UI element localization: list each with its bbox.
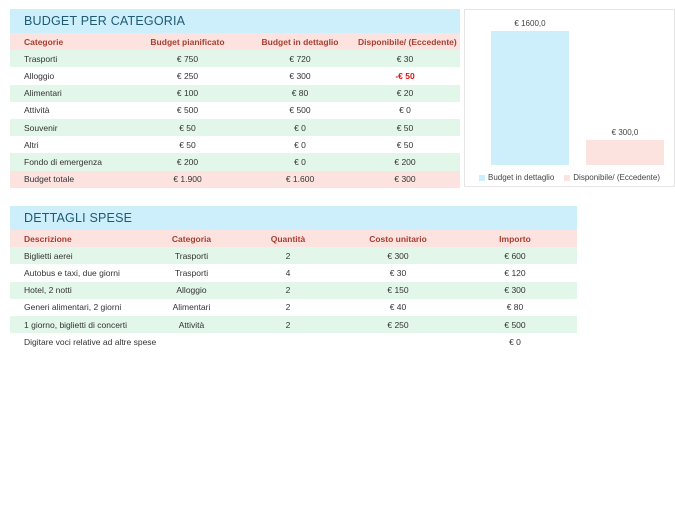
budget-title: BUDGET PER CATEGORIA: [10, 9, 460, 33]
cell-planned[interactable]: € 50: [179, 139, 196, 150]
cell-category[interactable]: Alloggio: [176, 285, 207, 296]
chart-legend: [465, 173, 674, 182]
details-title: DETTAGLI SPESE: [10, 206, 577, 230]
cell-unit-cost[interactable]: € 40: [389, 302, 407, 313]
bar-budget-dettaglio[interactable]: [491, 31, 569, 165]
cell-amount[interactable]: € 120: [504, 267, 526, 278]
details-table: [10, 206, 577, 350]
cell-planned[interactable]: € 200: [176, 156, 199, 167]
table-row[interactable]: [10, 264, 577, 281]
cell-amount[interactable]: € 80: [506, 302, 524, 313]
col-header-disponibile: Disponibile/ (Eccedente): [358, 36, 457, 47]
cell-category[interactable]: Altri: [24, 139, 39, 150]
cell-quantity[interactable]: 2: [285, 285, 291, 296]
table-row[interactable]: [10, 153, 460, 170]
cell-detailed[interactable]: € 0: [294, 139, 306, 150]
budget-chart[interactable]: [464, 9, 675, 187]
budget-header-row: [10, 33, 460, 50]
cell-detailed[interactable]: € 500: [289, 105, 311, 116]
cell-planned[interactable]: € 750: [176, 53, 199, 64]
cell-unit-cost[interactable]: € 300: [387, 250, 409, 261]
cell-unit-cost[interactable]: € 250: [387, 319, 409, 330]
total-label[interactable]: Budget totale: [24, 174, 75, 185]
cell-quantity[interactable]: 2: [285, 319, 291, 330]
col-header-costo-unitario: Costo unitario: [369, 233, 427, 244]
cell-category[interactable]: Attività: [24, 105, 50, 116]
cell-description[interactable]: 1 giorno, biglietti di concerti: [24, 319, 128, 330]
cell-category[interactable]: Trasporti: [174, 250, 209, 261]
cell-category[interactable]: Alimentari: [172, 302, 211, 313]
cell-planned[interactable]: € 250: [176, 70, 199, 81]
cell-quantity[interactable]: 2: [285, 302, 291, 313]
table-row[interactable]: [10, 85, 460, 102]
cell-available[interactable]: € 50: [396, 139, 414, 150]
col-header-categoria: Categoria: [171, 233, 212, 244]
data-label: € 1600,0: [514, 19, 546, 28]
table-row[interactable]: [10, 316, 577, 333]
table-row[interactable]: [10, 333, 577, 350]
cell-detailed[interactable]: € 300: [289, 70, 311, 81]
table-row[interactable]: [10, 50, 460, 67]
budget-table: [10, 9, 460, 188]
cell-planned[interactable]: € 100: [176, 88, 199, 99]
cell-available[interactable]: € 20: [396, 88, 414, 99]
table-row[interactable]: [10, 102, 460, 119]
total-available[interactable]: € 300: [394, 174, 416, 185]
col-header-budget-dettaglio: Budget in dettaglio: [261, 36, 339, 47]
cell-amount[interactable]: € 0: [509, 336, 521, 347]
details-header-row: [10, 230, 577, 247]
cell-detailed[interactable]: € 80: [291, 88, 309, 99]
cell-available[interactable]: € 0: [399, 105, 411, 116]
table-row[interactable]: [10, 67, 460, 84]
cell-unit-cost[interactable]: € 150: [387, 285, 409, 296]
cell-description[interactable]: Autobus e taxi, due giorni: [24, 267, 120, 278]
legend-swatch: [479, 175, 485, 181]
legend-item: [564, 173, 660, 182]
budget-total-row[interactable]: [10, 171, 460, 188]
cell-unit-cost[interactable]: € 30: [389, 267, 407, 278]
total-planned[interactable]: € 1.900: [173, 174, 202, 185]
cell-description[interactable]: Hotel, 2 notti: [24, 285, 72, 296]
col-header-descrizione: Descrizione: [24, 233, 72, 244]
chart-plot: [465, 10, 675, 188]
cell-category[interactable]: Attività: [178, 319, 205, 330]
cell-category[interactable]: Trasporti: [174, 267, 209, 278]
cell-planned[interactable]: € 50: [179, 122, 196, 133]
cell-quantity[interactable]: 4: [285, 267, 291, 278]
table-row[interactable]: [10, 282, 577, 299]
table-row[interactable]: [10, 299, 577, 316]
legend-swatch: [564, 175, 570, 181]
legend-label: Budget in dettaglio: [488, 173, 555, 182]
data-label: € 300,0: [611, 127, 639, 137]
cell-category[interactable]: Alimentari: [24, 88, 62, 99]
col-header-budget-pianificato: Budget pianificato: [150, 36, 225, 47]
cell-detailed[interactable]: € 0: [294, 122, 306, 133]
cell-available[interactable]: € 200: [394, 156, 416, 167]
cell-description[interactable]: Biglietti aerei: [24, 250, 73, 261]
cell-category[interactable]: Souvenir: [24, 122, 58, 133]
cell-available[interactable]: € 30: [396, 53, 414, 64]
cell-description-placeholder[interactable]: Digitare voci relative ad altre spese: [24, 336, 157, 347]
col-header-quantita: Quantità: [270, 233, 306, 244]
cell-amount[interactable]: € 600: [504, 250, 526, 261]
cell-description[interactable]: Generi alimentari, 2 giorni: [24, 302, 122, 313]
col-header-categorie: Categorie: [24, 36, 64, 47]
cell-category[interactable]: Alloggio: [24, 70, 55, 81]
cell-amount[interactable]: € 300: [504, 285, 526, 296]
cell-category[interactable]: Fondo di emergenza: [24, 156, 102, 167]
cell-category[interactable]: Trasporti: [24, 53, 58, 64]
cell-available-negative[interactable]: -€ 50: [395, 70, 415, 81]
table-row[interactable]: [10, 136, 460, 153]
table-row[interactable]: [10, 247, 577, 264]
cell-detailed[interactable]: € 0: [294, 156, 306, 167]
cell-amount[interactable]: € 500: [504, 319, 526, 330]
cell-planned[interactable]: € 500: [176, 105, 199, 116]
cell-available[interactable]: € 50: [396, 122, 414, 133]
legend-label: Disponibile/ (Eccedente): [573, 173, 660, 182]
col-header-importo: Importo: [499, 233, 531, 244]
cell-detailed[interactable]: € 720: [289, 53, 311, 64]
cell-quantity[interactable]: 2: [285, 250, 291, 261]
bar-disponibile[interactable]: [586, 140, 664, 165]
table-row[interactable]: [10, 119, 460, 136]
total-detailed[interactable]: € 1.600: [285, 174, 315, 185]
legend-item: [479, 173, 554, 182]
